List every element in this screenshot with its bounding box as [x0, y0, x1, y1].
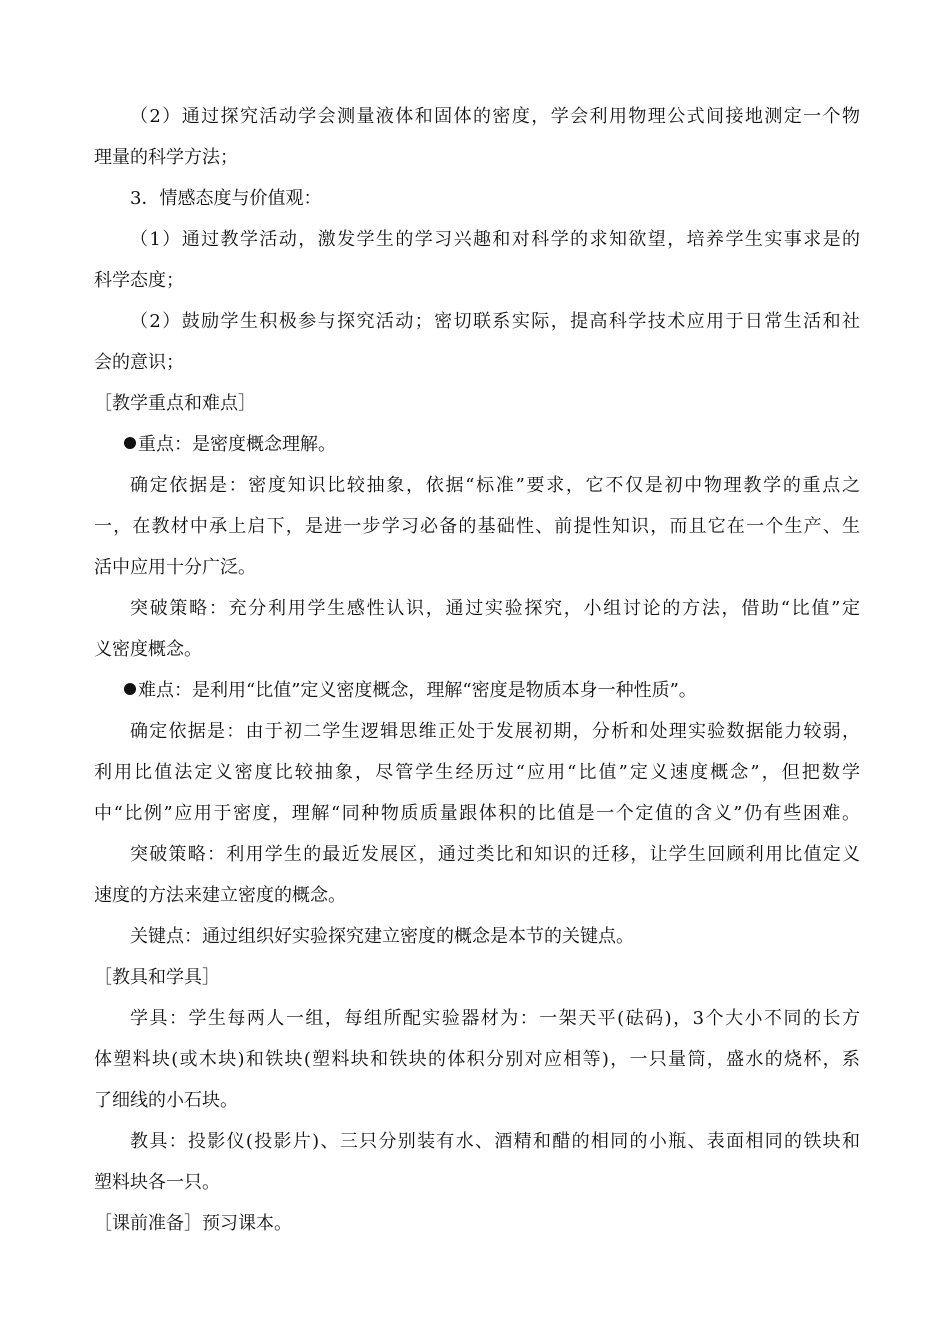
text-line: 义密度概念。 — [94, 639, 202, 660]
text-line: （2）通过探究活动学会测量液体和固体的密度，学会利用物理公式间接地测定一个物 — [130, 106, 860, 127]
bullet-text: 重点：是密度概念理解。 — [138, 434, 336, 455]
text-line: 活中应用十分广泛。 — [94, 557, 256, 578]
bullet-icon — [124, 683, 136, 695]
text-line: 体塑料块(或木块)和铁块(塑料块和铁块的体积分别对应相等)，一只量筒，盛水的烧杯，系 — [94, 1049, 860, 1070]
section-heading: ［教学重点和难点］ — [94, 393, 256, 414]
text-line: 会的意识； — [94, 352, 184, 373]
bullet-text: 难点：是利用“比值”定义密度概念，理解“密度是物质本身一种性质”。 — [138, 680, 697, 701]
text-line: 理量的科学方法； — [94, 147, 238, 168]
text-line: 速度的方法来建立密度的概念。 — [94, 885, 346, 906]
text-line: 塑料块各一只。 — [94, 1172, 220, 1193]
bullet-icon — [124, 437, 136, 449]
text-line: 突破策略：利用学生的最近发展区，通过类比和知识的迁移，让学生回顾利用比值定义 — [130, 844, 860, 865]
bullet-item — [94, 670, 860, 711]
section-heading: 3．情感态度与价值观： — [130, 188, 322, 209]
text-line: 科学态度； — [94, 270, 184, 291]
text-line: 学具：学生每两人一组，每组所配实验器材为：一架天平(砝码)，3个大小不同的长方 — [130, 1008, 860, 1029]
text-line: 教具：投影仪(投影片)、三只分别装有水、酒精和醋的相同的小瓶、表面相同的铁块和 — [130, 1131, 860, 1152]
text-line: 中“比例”应用于密度，理解“同种物质质量跟体积的比值是一个定值的含义”仍有些困难。 — [94, 803, 860, 824]
bullet-item — [94, 424, 860, 465]
section-heading: ［教具和学具］ — [94, 967, 220, 988]
text-line: 一，在教材中承上启下，是进一步学习必备的基础性、前提性知识，而且它在一个生产、生 — [94, 516, 860, 537]
text-line: （2）鼓励学生积极参与探究活动；密切联系实际，提高科学技术应用于日常生活和社 — [130, 311, 860, 332]
text-line: 了细线的小石块。 — [94, 1090, 238, 1111]
document-page — [94, 96, 860, 1244]
section-heading: ［课前准备］预习课本。 — [94, 1213, 292, 1234]
text-line: 关键点：通过组织好实验探究建立密度的概念是本节的关键点。 — [130, 926, 634, 947]
text-line: 突破策略：充分利用学生感性认识，通过实验探究，小组讨论的方法，借助“比值”定 — [130, 598, 860, 619]
text-line: （1）通过教学活动，激发学生的学习兴趣和对科学的求知欲望，培养学生实事求是的 — [130, 229, 860, 250]
text-line: 确定依据是：由于初二学生逻辑思维正处于发展初期，分析和处理实验数据能力较弱， — [130, 721, 860, 742]
text-line: 确定依据是：密度知识比较抽象，依据“标准”要求，它不仅是初中物理教学的重点之 — [130, 475, 860, 496]
text-line: 利用比值法定义密度比较抽象，尽管学生经历过“应用“比值”定义速度概念”，但把数学 — [94, 762, 860, 783]
